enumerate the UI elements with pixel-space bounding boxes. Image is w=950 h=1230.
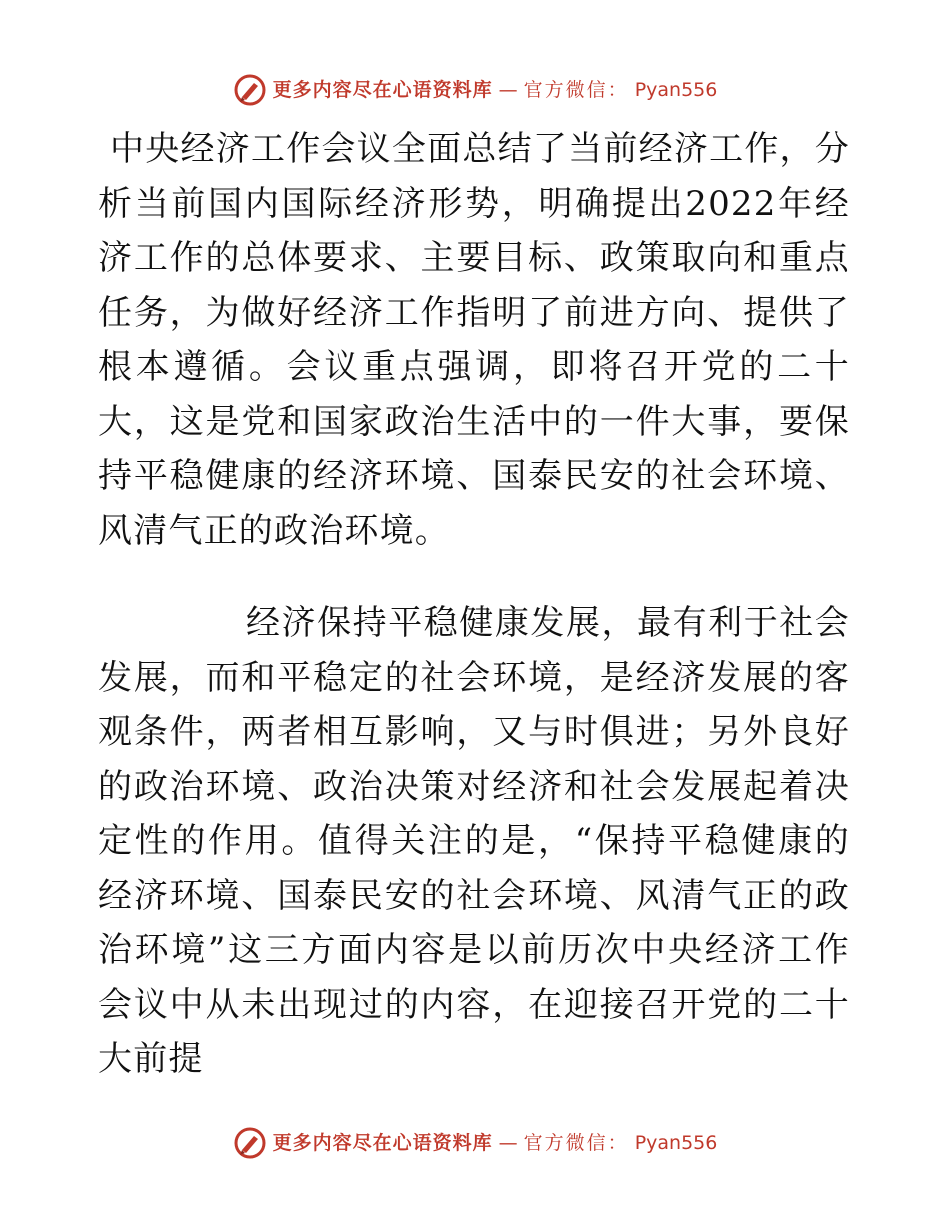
watermark-main-text: 更多内容尽在心语资料库 [272, 79, 493, 101]
watermark-separator: — [498, 79, 518, 101]
pen-logo-icon [233, 1126, 267, 1160]
watermark-account: Pyan556 [634, 1132, 718, 1154]
paragraph-2: 经济保持平稳健康发展，最有利于社会发展，而和平稳定的社会环境，是经济发展的客观条件，两者相互影响，又与时俱进；另外良好的政治环境、政治决策对经济和社会发展起着决定性的作用。值得关注的是，“保持平稳健康的经济环境、国泰民安的社会环境、风清气正的政治环境”这三方面内容是以前历次中央经济工作会议中从未出现过的内容，在迎接召开党的二十大前提 [98, 603, 850, 1079]
document-body [98, 122, 850, 1087]
watermark-label: 官方微信： [523, 79, 629, 101]
watermark-header [0, 73, 950, 107]
watermark-footer [0, 1126, 950, 1160]
watermark-main-text: 更多内容尽在心语资料库 [272, 1132, 493, 1154]
watermark-label: 官方微信： [523, 1132, 629, 1154]
paragraph-1: 中央经济工作会议全面总结了当前经济工作，分析当前国内国际经济形势，明确提出2022年经济工作的总体要求、主要目标、政策取向和重点任务，为做好经济工作指明了前进方向、提供了根本遵循。会议重点强调，即将召开党的二十大，这是党和国家政治生活中的一件大事，要保持平稳健康的经济环境、国泰民安的社会环境、风清气正的政治环境。 [98, 129, 850, 551]
pen-logo-icon [233, 73, 267, 107]
watermark-account: Pyan556 [634, 79, 718, 101]
watermark-separator: — [498, 1132, 518, 1154]
